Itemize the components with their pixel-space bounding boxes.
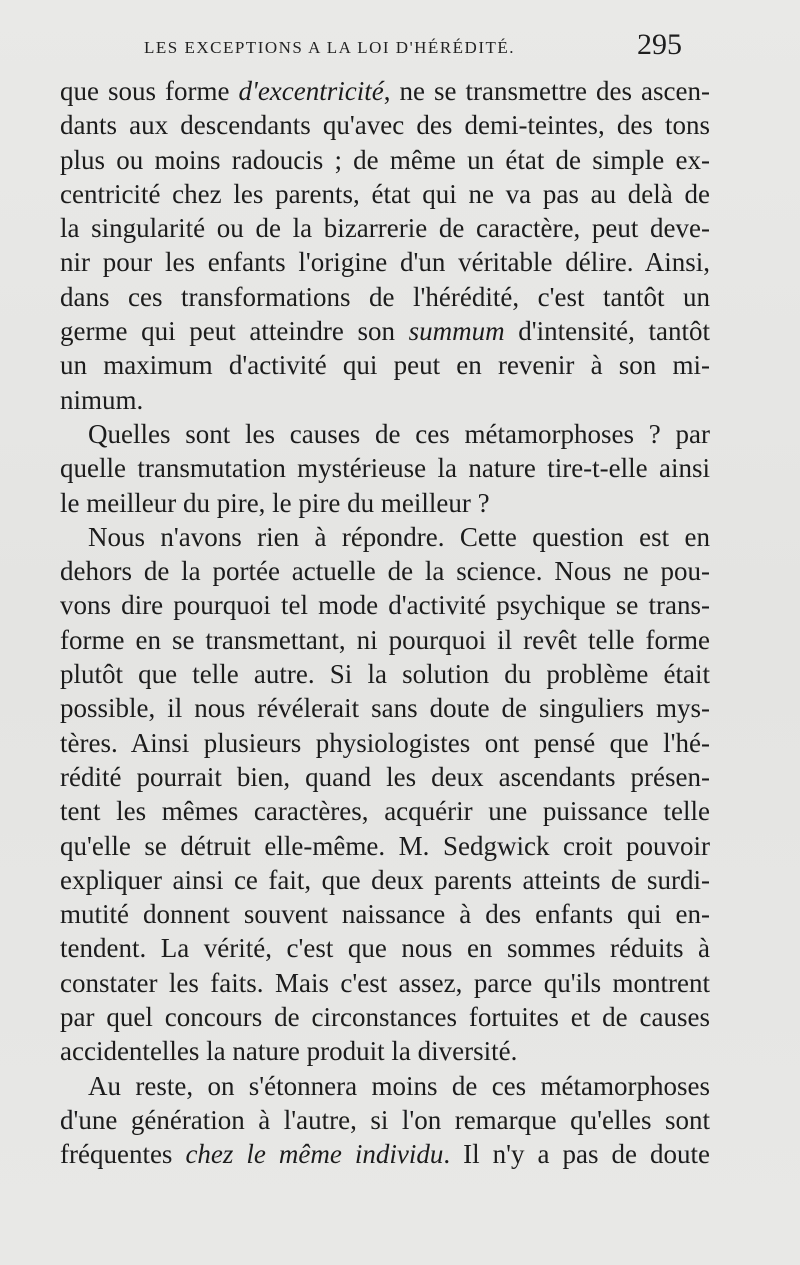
text-line xyxy=(60,829,710,863)
text-line xyxy=(60,1137,710,1171)
running-head xyxy=(70,28,682,68)
text-run: un maximum d'activité qui peut en revenir à son mi- xyxy=(60,350,710,381)
text-line xyxy=(60,108,710,142)
text-line xyxy=(60,143,710,177)
text-line xyxy=(60,280,710,314)
text-run: dants aux descendants qu'avec des demi-teintes, des tons xyxy=(60,110,710,141)
text-line xyxy=(60,1069,710,1103)
text-line xyxy=(60,211,710,245)
text-run: expliquer ainsi ce fait, que deux parents atteints de surdi- xyxy=(60,864,710,895)
paragraph xyxy=(60,520,710,1069)
text-line xyxy=(60,657,710,691)
text-run: fréquentes xyxy=(60,1139,186,1170)
text-line xyxy=(60,794,710,828)
text-line xyxy=(60,245,710,279)
text-run: le meilleur du pire, le pire du meilleur ? xyxy=(60,487,490,518)
text-run: tères. Ainsi plusieurs physiologistes ont pensé que l'hé- xyxy=(60,727,710,758)
text-run: nir pour les enfants l'origine d'un véritable délire. Ainsi, xyxy=(60,247,710,278)
text-run: que sous forme xyxy=(60,76,239,106)
text-run: vons dire pourquoi tel mode d'activité psychique se trans- xyxy=(60,590,710,621)
text-line xyxy=(60,554,710,588)
text-run: germe qui peut atteindre son xyxy=(60,316,409,347)
italic-text: summum xyxy=(408,316,505,347)
page-number: 295 xyxy=(637,28,682,61)
text-run: rédité pourrait bien, quand les deux ascendants présen- xyxy=(60,761,710,792)
text-run: Nous n'avons rien à répondre. Cette question est en xyxy=(88,521,710,552)
text-line xyxy=(60,726,710,760)
text-line xyxy=(60,897,710,931)
text-line xyxy=(60,623,710,657)
text-run: tent les mêmes caractères, acquérir une puissance telle xyxy=(60,796,710,827)
text-line xyxy=(60,1103,710,1137)
text-line xyxy=(60,588,710,622)
text-line xyxy=(60,314,710,348)
text-run: par quel concours de circonstances fortuites et de causes xyxy=(60,1002,710,1033)
text-line xyxy=(60,417,710,451)
text-run: . Il n'y a pas de doute xyxy=(443,1139,710,1170)
text-line xyxy=(60,520,710,554)
text-run: qu'elle se détruit elle-même. M. Sedgwick croit pouvoir xyxy=(60,830,710,861)
text-run: d'une génération à l'autre, si l'on remarque qu'elles sont xyxy=(60,1104,710,1135)
text-run: dehors de la portée actuelle de la science. Nous ne pou- xyxy=(60,556,710,587)
text-run: accidentelles la nature produit la diversité. xyxy=(60,1036,518,1067)
text-line xyxy=(60,1000,710,1034)
text-run: , ne se transmettre des ascen- xyxy=(383,76,710,106)
text-run: nimum. xyxy=(60,384,144,415)
text-run: dans ces transformations de l'hérédité, c'est tantôt un xyxy=(60,281,710,312)
text-line xyxy=(60,691,710,725)
italic-text: d'excentricité xyxy=(238,76,384,106)
text-line xyxy=(60,348,710,382)
text-line xyxy=(60,74,710,108)
text-run: la singularité ou de la bizarrerie de caractère, peut deve- xyxy=(60,213,710,244)
running-title: LES EXCEPTIONS A LA LOI D'HÉRÉDITÉ. xyxy=(144,38,515,57)
text-line xyxy=(60,486,710,520)
text-run: quelle transmutation mystérieuse la nature tire-t-elle ainsi xyxy=(60,453,710,484)
text-run: Au reste, on s'étonnera moins de ces métamorphoses xyxy=(88,1070,710,1101)
paragraph xyxy=(60,417,710,520)
text-run: mutité donnent souvent naissance à des enfants qui en- xyxy=(60,899,710,930)
text-run: d'intensité, tantôt xyxy=(504,316,710,347)
text-line xyxy=(60,966,710,1000)
text-run: centricité chez les parents, état qui ne va pas au delà de xyxy=(60,178,710,209)
body-text xyxy=(60,74,710,1172)
paragraph xyxy=(60,74,710,417)
text-line xyxy=(60,1034,710,1068)
text-line xyxy=(60,760,710,794)
text-run: tendent. La vérité, c'est que nous en sommes réduits à xyxy=(60,933,710,964)
text-run: plus ou moins radoucis ; de même un état de simple ex- xyxy=(60,144,710,175)
paragraph xyxy=(60,1069,710,1172)
text-run: plutôt que telle autre. Si la solution du problème était xyxy=(60,659,710,690)
text-line xyxy=(60,177,710,211)
text-line xyxy=(60,931,710,965)
text-run: constater les faits. Mais c'est assez, parce qu'ils montrent xyxy=(60,967,710,998)
text-line xyxy=(60,451,710,485)
text-line xyxy=(60,383,710,417)
text-run: forme en se transmettant, ni pourquoi il revêt telle forme xyxy=(60,624,710,655)
italic-text: chez le même individu xyxy=(185,1139,444,1170)
text-run: Quelles sont les causes de ces métamorphoses ? par xyxy=(88,418,710,449)
text-line xyxy=(60,863,710,897)
text-run: possible, il nous révélerait sans doute de singuliers mys- xyxy=(60,693,710,724)
